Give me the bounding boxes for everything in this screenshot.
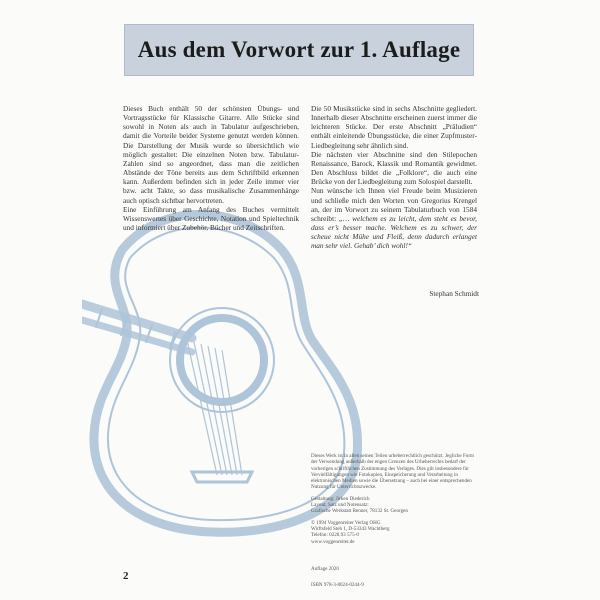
imprint-block: [311, 453, 481, 550]
publisher-line: www.voggenreiter.de: [311, 538, 355, 545]
publisher-line: © 1994 Voggenreiter Verlag OHG: [311, 519, 381, 526]
page-title: Aus dem Vorwort zur 1. Auflage: [137, 37, 461, 62]
publisher-line: Wirftsfeld Steh 1, D-53343 Wachtberg: [311, 525, 390, 532]
credit-line: Layout, Satz und Notensatz:: [311, 502, 369, 509]
preface-paragraph: Die nächsten vier Abschnitte sind den Stilepochen Renaissance, Barock, Klassik und Romantik gewidmet. Den Abschluss bildet die „Folklore“, die auch eine Brücke von der Liedbegleitung zum Solospiel darstellt.: [311, 149, 477, 187]
preface-paragraph: Eine Einführung am Anfang des Buches vermittelt Wissenswertes über Geschichte, Notation und Spieltechnik und informiert über Zubehör, Bücher und Zeitschriften.: [123, 204, 299, 233]
credits: [311, 496, 481, 515]
preface-closing: [311, 186, 477, 250]
preface-closing-quote: „… welchem es zu leicht, dem steht es bevor, dass er’s besser mache. Welchem es zu schwer, der scheue nicht Mühe und Fleiß, denn dadurch erlanget man sehr viel. Gehab’ dich wohl!“: [311, 213, 477, 251]
edition-note: Auflage 2020: [311, 566, 339, 572]
isbn: ISBN 978-3-8024-0244-9: [311, 582, 364, 588]
page-number: 2: [123, 570, 129, 582]
guitar-strings: [187, 340, 242, 475]
preface-column-right: [311, 104, 477, 251]
title-banner: [124, 24, 474, 76]
preface-column-left: [123, 104, 299, 232]
publisher-info: [311, 520, 481, 545]
author-signature: Stephan Schmidt: [429, 289, 479, 298]
preface-closing-intro: Nun wünsche ich Ihnen viel Freude beim Musizieren und schließe mich den Worten von Gregorius Krengel an, der im Vorwort zu seinem Tabulaturbuch von 1584 schreibt:: [311, 186, 477, 223]
preface-paragraph: Die 50 Musikstücke sind in sechs Abschnitte gegliedert. Innerhalb dieser Abschnitte erscheinen zuerst immer die leichteren Stücke. Der erste Abschnitt „Präludien“ enthält einleitende Übungsstücke, die einer Zupfmuster-Liedbegleitung sehr ähnlich sind.: [311, 104, 477, 150]
publisher-line: Telefon: 0228.93 575-0: [311, 532, 359, 539]
preface-paragraph: Dieses Buch enthält 50 der schönsten Übungs- und Vortragsstücke für Klassische Gitarre. Alle Stücke sind sowohl in Noten als auch in Tabulatur aufgeschrieben, damit die Vorteile beider Systeme genutzt werden können. Die Darstellung der Musik wurde so übersichtlich wie möglich gestaltet: Die einzelnen Noten bzw. Tabulatur-Zahlen sind so angeordnet, dass man die zeitlichen Abstände der Töne bereits aus dem Schriftbild erkennen kann. Außerdem befinden sich in jeder Zeile immer vier bzw. acht Takte, so dass musikalische Zusammenhänge auch optisch sichtbar hervortreten.: [123, 104, 299, 205]
guitar-soundhole-rosette: [170, 308, 274, 412]
rights-notice: Dieses Werk ist in allen seinen Teilen urheberrechtlich geschützt. Jegliche Form der Verwendung außerhalb der engen Grenzen des Urheberrechts bedarf der vorherigen schriftlichen Zustimmung des Verlages. Dies gilt insbesondere für Vervielfältigungen wie Fotokopien, Einspeicherung und Verarbeitung in elektronischen Medien sowie die Übersetzung – auch bei einer entsprechenden Nutzung für Unterrichtszwecke.: [311, 453, 474, 491]
credit-line: Grafische Werkstatt Renner, 78132 St. Georgen: [311, 508, 408, 515]
credit-line: Gestaltung: Jirken Diederich: [311, 495, 370, 502]
